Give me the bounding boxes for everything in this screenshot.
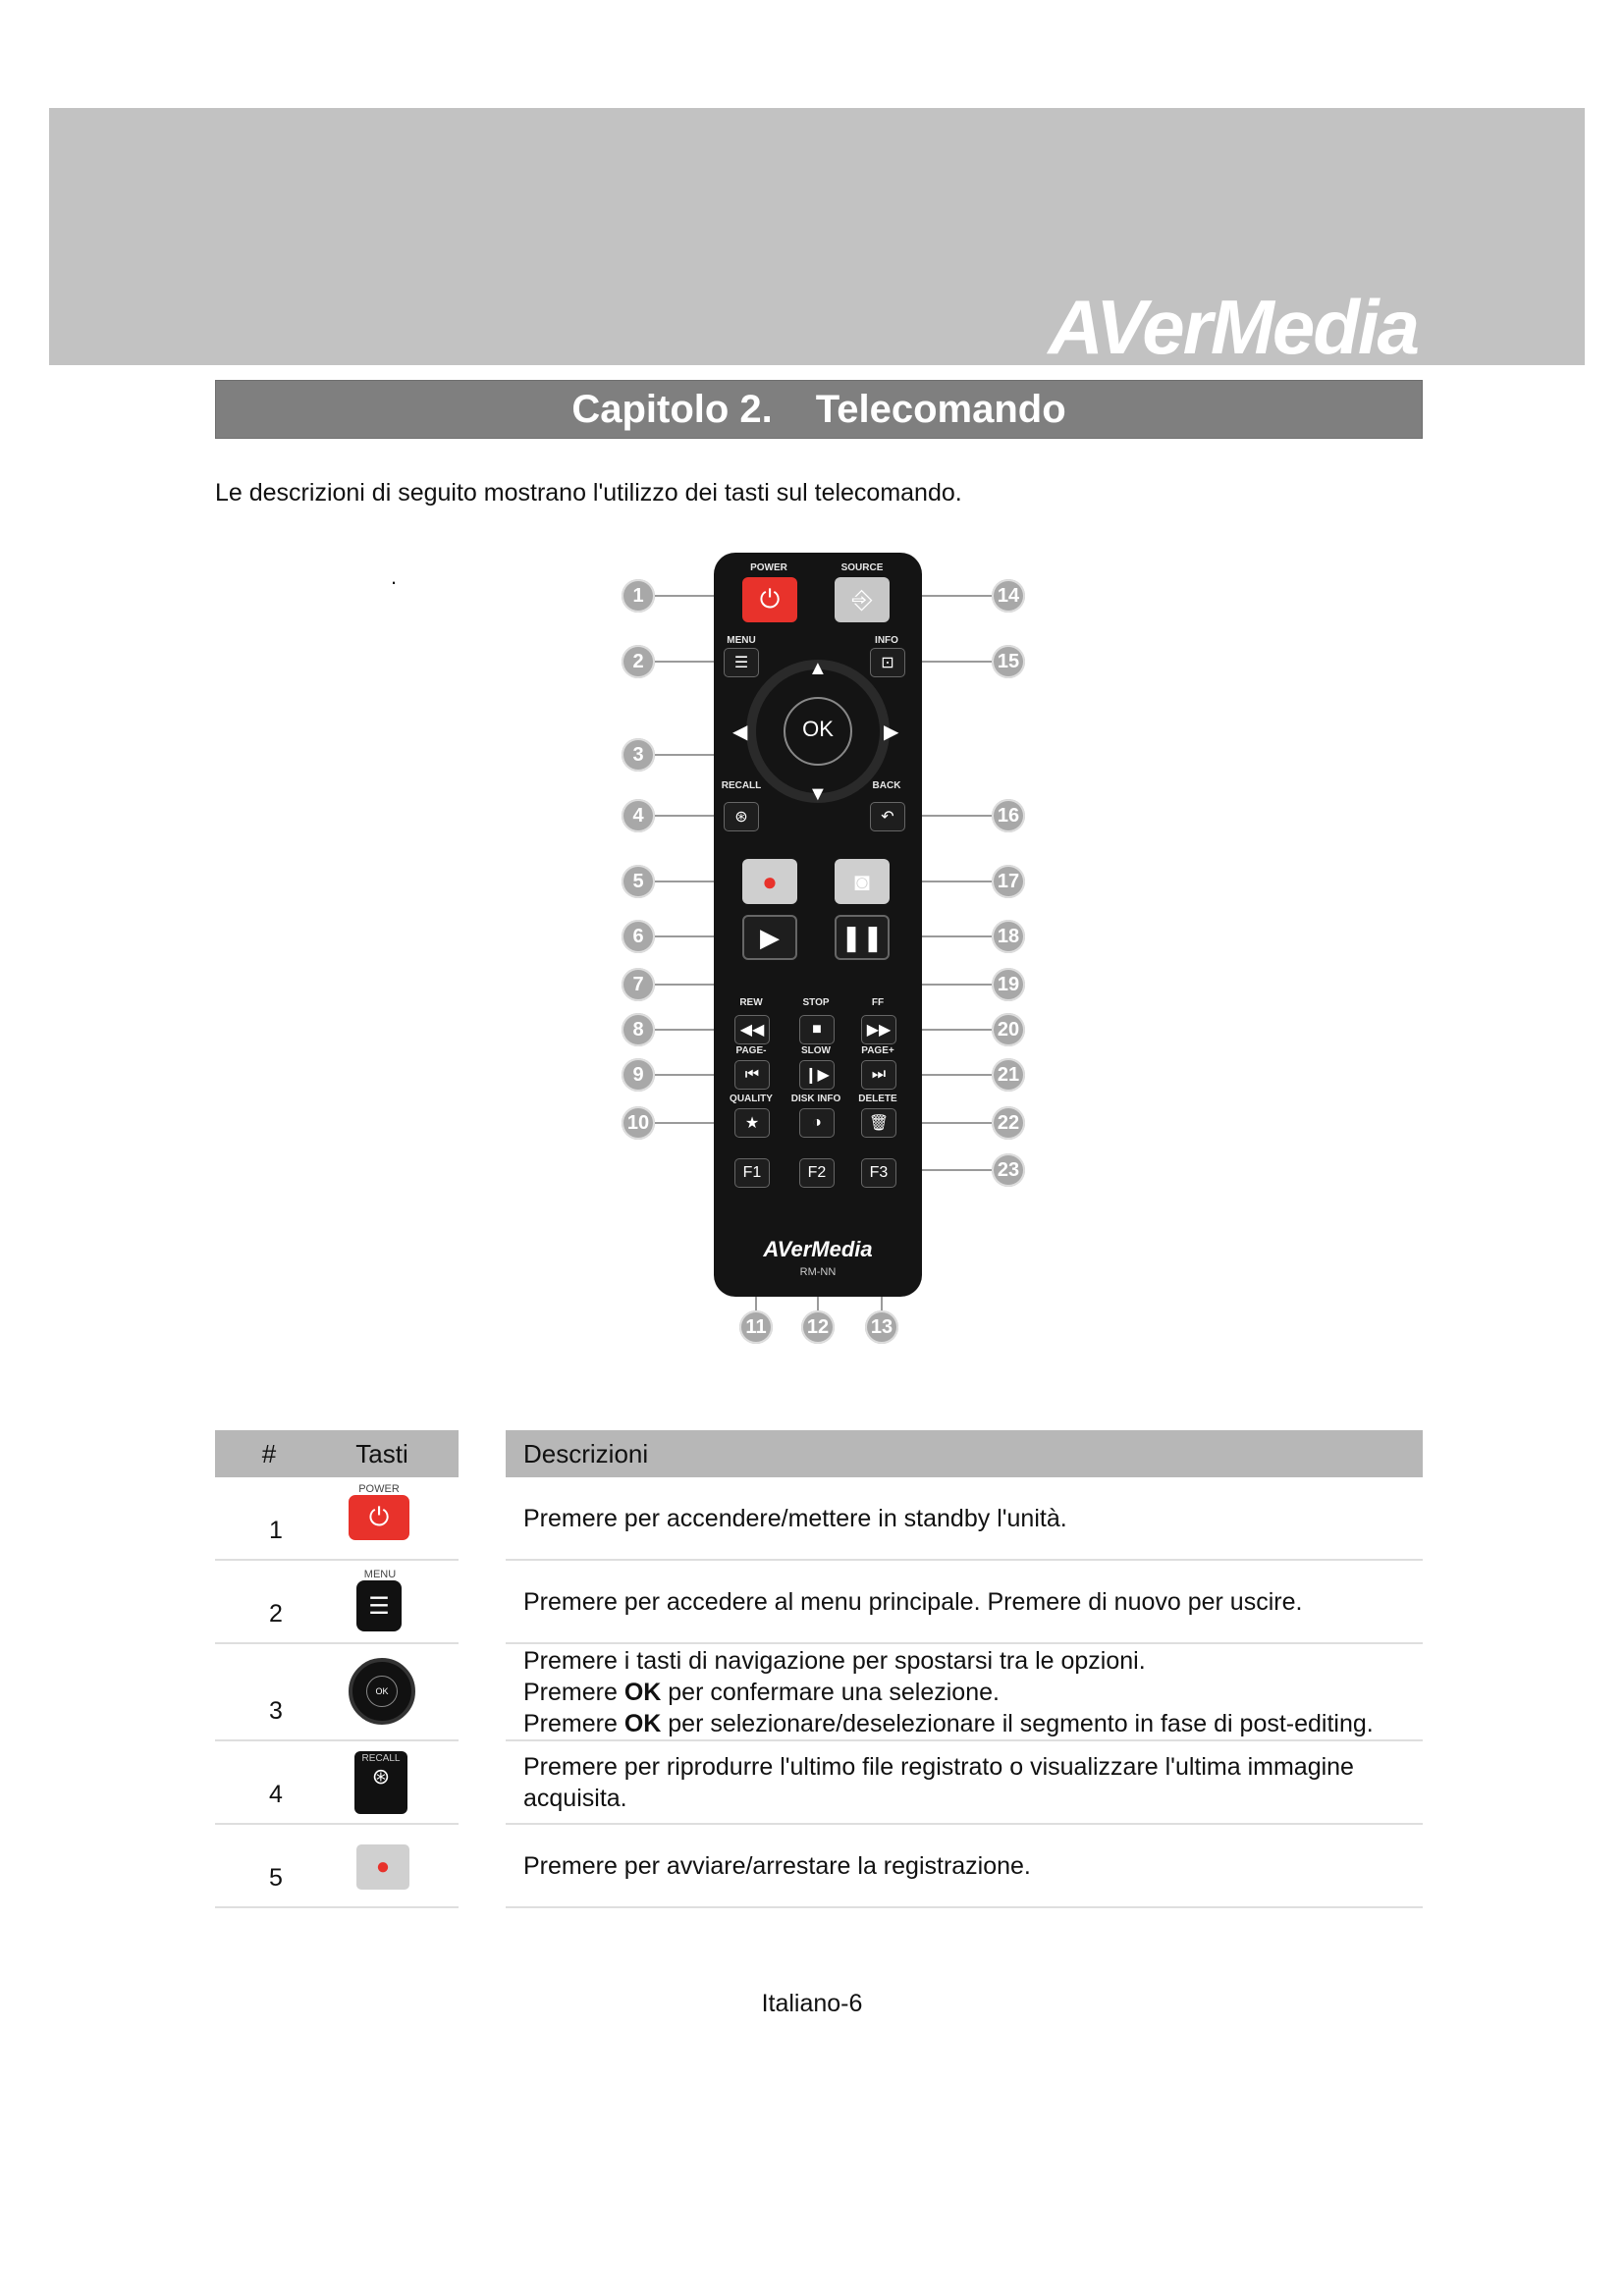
- callout-19: 19: [992, 968, 1025, 1001]
- desc-line: Premere OK per selezionare/deselezionare il segmento in fase di post-editing.: [523, 1709, 1374, 1737]
- power-key-image: [349, 1483, 409, 1540]
- power-icon: ⏻: [349, 1495, 409, 1540]
- callout-6: 6: [622, 920, 655, 953]
- menu-button[interactable]: [724, 648, 759, 677]
- quality-label: QUALITY: [730, 1094, 773, 1104]
- table-row: [215, 1741, 459, 1825]
- chapter-number: Capitolo 2.: [571, 387, 773, 431]
- snapshot-button[interactable]: [835, 859, 890, 904]
- power-label: POWER: [750, 562, 787, 573]
- rew-label: REW: [739, 997, 763, 1008]
- record-button[interactable]: [742, 859, 797, 904]
- page-plus-label: PAGE+: [861, 1045, 894, 1056]
- list-icon: ☰: [356, 1580, 402, 1631]
- desc-line: Premere OK per confermare una selezione.: [523, 1678, 1000, 1706]
- desc-line: Premere i tasti di navigazione per spostarsi tra le opzioni.: [523, 1646, 1146, 1675]
- back-label: BACK: [872, 780, 901, 791]
- input-icon: ⎆: [851, 584, 873, 614]
- header-desc: Descrizioni: [506, 1430, 1423, 1477]
- callout-11: 11: [739, 1310, 773, 1344]
- rewind-icon: ◀◀: [739, 1022, 765, 1039]
- record-icon: ●: [762, 866, 778, 896]
- callout-8: 8: [622, 1013, 655, 1046]
- recall-label: RECALL: [721, 780, 762, 791]
- up-arrow-icon[interactable]: ▲: [808, 658, 828, 679]
- f3-button[interactable]: F3: [861, 1158, 896, 1188]
- power-button[interactable]: [742, 577, 797, 622]
- power-icon: ⏻: [759, 584, 781, 614]
- power-key-caption: POWER: [358, 1483, 400, 1495]
- right-arrow-icon[interactable]: ▶: [884, 721, 899, 743]
- callout-15: 15: [992, 645, 1025, 678]
- fast-forward-icon: ▶▶: [866, 1022, 892, 1039]
- keys-table-left: [215, 1430, 459, 1908]
- skip-back-icon: ⏮: [744, 1066, 760, 1083]
- f2-button[interactable]: F2: [799, 1158, 835, 1188]
- play-icon: ▶: [760, 922, 780, 952]
- row-num: 2: [269, 1600, 283, 1628]
- table-row: [506, 1644, 1423, 1741]
- stray-dot: .: [391, 564, 398, 589]
- star-icon: ★: [744, 1115, 760, 1132]
- page-footer: Italiano-6: [761, 1990, 863, 2017]
- pause-button[interactable]: [835, 915, 890, 960]
- remote-figure: [589, 530, 1041, 1374]
- callout-2: 2: [622, 645, 655, 678]
- callout-9: 9: [622, 1058, 655, 1092]
- intro-text: Le descrizioni di seguito mostrano l'utilizzo dei tasti sul telecomando.: [215, 479, 962, 507]
- skip-forward-icon: ⏭: [871, 1066, 887, 1083]
- ff-label: FF: [871, 997, 885, 1008]
- callout-17: 17: [992, 865, 1025, 898]
- brand-logo: AVerMedia: [1048, 284, 1418, 370]
- ok-key-caption: OK: [366, 1676, 398, 1707]
- callout-14: 14: [992, 579, 1025, 613]
- callout-23: 23: [992, 1153, 1025, 1187]
- page-minus-label: PAGE-: [735, 1045, 767, 1056]
- callout-7: 7: [622, 968, 655, 1001]
- list-icon: ☰: [733, 655, 749, 671]
- header-keys: Tasti: [355, 1438, 408, 1468]
- ok-label: OK: [802, 717, 834, 741]
- table-row: [215, 1477, 459, 1561]
- back-button[interactable]: [870, 802, 905, 831]
- row-num: 4: [269, 1781, 283, 1808]
- recall-key-caption: RECALL: [361, 1753, 401, 1764]
- recall-icon: ⊛: [371, 1764, 391, 1789]
- table-header-left: [215, 1430, 459, 1477]
- down-arrow-icon[interactable]: ▼: [808, 783, 828, 805]
- disk-icon: ◑: [812, 1114, 822, 1131]
- page-minus-button[interactable]: [734, 1060, 770, 1090]
- slow-button[interactable]: [799, 1060, 835, 1090]
- rewind-button[interactable]: [734, 1015, 770, 1044]
- callout-18: 18: [992, 920, 1025, 953]
- callout-1: 1: [622, 579, 655, 613]
- chapter-title: Telecomando: [815, 387, 1066, 431]
- info-label: INFO: [875, 635, 898, 646]
- menu-label: MENU: [727, 635, 756, 646]
- delete-label: DELETE: [858, 1094, 897, 1104]
- callout-13: 13: [865, 1310, 898, 1344]
- callout-3: 3: [622, 738, 655, 772]
- callout-4: 4: [622, 799, 655, 832]
- disk-info-button[interactable]: [799, 1108, 835, 1138]
- row-num: 3: [269, 1697, 283, 1725]
- table-row: [506, 1741, 1423, 1825]
- header-num: #: [261, 1438, 277, 1468]
- remote-brand: AVerMedia: [763, 1237, 873, 1261]
- callout-10: 10: [622, 1106, 655, 1140]
- source-button[interactable]: [835, 577, 890, 622]
- slow-motion-icon: ❙▶: [804, 1067, 830, 1084]
- row-desc: Premere per avviare/arrestare la registrazione.: [523, 1851, 1031, 1880]
- f1-button[interactable]: F1: [734, 1158, 770, 1188]
- nav-key-image: [349, 1658, 415, 1725]
- stop-button[interactable]: [799, 1015, 835, 1044]
- pause-icon: ❚❚: [840, 922, 884, 952]
- callout-16: 16: [992, 799, 1025, 832]
- stop-icon: ■: [812, 1021, 822, 1038]
- camera-icon: ◙: [854, 866, 870, 896]
- row-num: 5: [269, 1864, 283, 1892]
- record-icon: ●: [356, 1844, 409, 1890]
- row-desc: Premere per accendere/mettere in standby l'unità.: [523, 1504, 1067, 1532]
- callout-22: 22: [992, 1106, 1025, 1140]
- left-arrow-icon[interactable]: ◀: [732, 721, 748, 743]
- callout-12: 12: [801, 1310, 835, 1344]
- table-row: [506, 1477, 1423, 1561]
- info-icon: ⊡: [881, 655, 894, 671]
- quality-button[interactable]: [734, 1108, 770, 1138]
- slow-label: SLOW: [801, 1045, 831, 1056]
- menu-key-image: [356, 1569, 404, 1631]
- remote-model: RM-NN: [799, 1266, 837, 1278]
- callout-20: 20: [992, 1013, 1025, 1046]
- stop-label: STOP: [802, 997, 830, 1008]
- info-button[interactable]: [870, 648, 905, 677]
- fast-forward-button[interactable]: [861, 1015, 896, 1044]
- recall-key-image: [354, 1751, 407, 1814]
- play-button[interactable]: [742, 915, 797, 960]
- row-desc-multi: [506, 1644, 1423, 1739]
- table-row: [215, 1561, 459, 1644]
- menu-key-caption: MENU: [363, 1569, 397, 1580]
- row-desc: Premere per riprodurre l'ultimo file registrato o visualizzare l'ultima immagine acquisita.: [523, 1753, 1354, 1812]
- callout-21: 21: [992, 1058, 1025, 1092]
- callout-5: 5: [622, 865, 655, 898]
- row-num: 1: [269, 1517, 283, 1544]
- delete-button[interactable]: [861, 1108, 896, 1138]
- page-plus-button[interactable]: [861, 1060, 896, 1090]
- recall-button[interactable]: [724, 802, 759, 831]
- trash-icon: 🗑: [868, 1115, 890, 1132]
- back-icon: ↶: [881, 809, 894, 826]
- table-row: [506, 1561, 1423, 1644]
- table-row: [506, 1825, 1423, 1908]
- source-label: SOURCE: [840, 562, 884, 573]
- recall-icon: ⊛: [734, 809, 748, 826]
- table-row: [215, 1825, 459, 1908]
- disk-info-label: DISK INFO: [790, 1094, 841, 1104]
- keys-table-right: [506, 1430, 1423, 1908]
- chapter-title-bar: [215, 380, 1423, 439]
- table-row: [215, 1644, 459, 1741]
- row-desc: Premere per accedere al menu principale. Premere di nuovo per uscire.: [523, 1587, 1303, 1616]
